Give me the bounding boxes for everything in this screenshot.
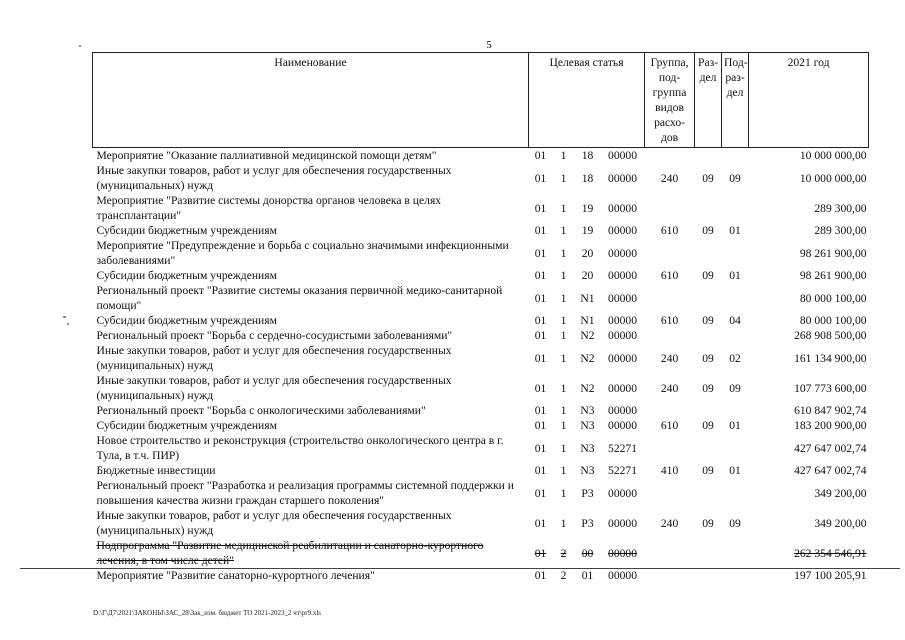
code-event: 19 xyxy=(581,201,594,215)
expense-group: 610 xyxy=(660,314,679,327)
name-cell: Региональный проект "Борьба с сердечно-сосудистыми заболеваниями" xyxy=(96,329,453,342)
section xyxy=(695,568,722,583)
subsection xyxy=(722,433,749,463)
code-subprogram: 1 xyxy=(560,329,567,342)
code-subprogram: 1 xyxy=(560,314,567,327)
name-cell: Мероприятие "Предупреждение и борьба с социально значимыми инфекционными заболеваниями" xyxy=(96,239,509,267)
amount-cell: 289 300,00 xyxy=(814,201,867,215)
section: 09 xyxy=(702,224,714,237)
name-cell: Субсидии бюджетным учреждениям xyxy=(96,314,277,327)
table-row xyxy=(93,343,869,373)
code-program: 01 xyxy=(534,201,547,215)
code-program: 01 xyxy=(534,381,547,395)
table-row xyxy=(93,508,869,538)
table-row xyxy=(93,283,869,313)
table-row xyxy=(93,148,869,164)
code-subprogram: 1 xyxy=(560,381,567,395)
expense-group xyxy=(645,148,695,164)
code-subprogram: 1 xyxy=(560,441,567,455)
subsection: 09 xyxy=(729,516,741,530)
subsection: 09 xyxy=(729,381,741,395)
code-subprogram: 1 xyxy=(560,149,567,162)
code-subprogram: 1 xyxy=(560,404,567,417)
scan-speck xyxy=(63,316,66,318)
amount-cell: 427 647 002,74 xyxy=(794,441,867,455)
name-cell: Мероприятие "Оказание паллиативной медицинской помощи детям" xyxy=(96,149,437,162)
subsection xyxy=(722,403,749,418)
code-program: 01 xyxy=(534,224,547,237)
code-subprogram: 1 xyxy=(560,269,567,282)
expense-group: 610 xyxy=(660,224,679,237)
name-cell: Подпрограмма "Развитие медицинской реабилитации и санаторно-курортного лечения, в том числе детей" xyxy=(96,539,484,567)
table-row xyxy=(93,373,869,403)
code-subprogram: 2 xyxy=(560,546,567,560)
code-direction: 00000 xyxy=(608,329,638,342)
code-event: N2 xyxy=(580,329,595,342)
code-event: N2 xyxy=(580,351,595,365)
code-event: 19 xyxy=(581,224,594,237)
table-row xyxy=(93,538,869,568)
amount-cell: 268 908 500,00 xyxy=(794,329,867,342)
name-cell: Субсидии бюджетным учреждениям xyxy=(96,224,277,237)
subsection: 01 xyxy=(729,419,741,432)
expense-group xyxy=(645,403,695,418)
code-program: 01 xyxy=(534,546,547,560)
amount-cell: 610 847 902,74 xyxy=(794,404,867,417)
code-direction: 00000 xyxy=(608,269,638,282)
code-event: N3 xyxy=(580,441,595,455)
expense-group xyxy=(645,193,695,223)
code-program: 01 xyxy=(534,246,547,260)
subsection: 01 xyxy=(729,269,741,282)
scan-speck xyxy=(67,323,69,325)
subsection: 02 xyxy=(729,351,741,365)
section: 09 xyxy=(702,464,714,477)
subsection: 04 xyxy=(729,314,741,327)
code-direction: 00000 xyxy=(608,516,638,530)
subsection xyxy=(722,193,749,223)
table-row xyxy=(93,268,869,283)
amount-cell: 98 261 900,00 xyxy=(799,246,867,260)
code-event: 18 xyxy=(581,149,594,162)
code-program: 01 xyxy=(534,441,547,455)
code-event: N1 xyxy=(580,291,595,305)
name-cell: Иные закупки товаров, работ и услуг для обеспечения государственных (муниципальных) нужд xyxy=(96,374,452,402)
amount-cell: 10 000 000,00 xyxy=(799,171,867,185)
name-cell: Иные закупки товаров, работ и услуг для обеспечения государственных (муниципальных) нужд xyxy=(96,509,452,537)
budget-table xyxy=(92,52,869,583)
code-direction: 00000 xyxy=(608,404,638,417)
section xyxy=(695,283,722,313)
header-target-article: Целевая статья xyxy=(529,53,645,148)
expense-group xyxy=(645,478,695,508)
name-cell: Региональный проект "Развитие системы оказания первичной медико-санитарной помощи" xyxy=(96,284,503,312)
subsection: 01 xyxy=(729,224,741,237)
code-direction: 00000 xyxy=(608,486,638,500)
code-subprogram: 1 xyxy=(560,224,567,237)
code-program: 01 xyxy=(534,291,547,305)
section xyxy=(695,538,722,568)
name-cell: Новое строительство и реконструкция (строительство онкологического центра в г. Тула, в т.ч. ПИР) xyxy=(96,434,504,462)
code-subprogram: 1 xyxy=(560,201,567,215)
expense-group xyxy=(645,328,695,343)
code-program: 01 xyxy=(534,486,547,500)
header-year: 2021 год xyxy=(749,53,869,148)
subsection xyxy=(722,238,749,268)
expense-group xyxy=(645,238,695,268)
code-subprogram: 1 xyxy=(560,419,567,432)
subsection xyxy=(722,478,749,508)
code-subprogram: 1 xyxy=(560,351,567,365)
code-direction: 00000 xyxy=(608,291,638,305)
name-cell: Мероприятие "Развитие санаторно-курортного лечения" xyxy=(96,569,375,582)
table-row xyxy=(93,238,869,268)
code-event: N3 xyxy=(580,419,595,432)
table-row xyxy=(93,478,869,508)
code-program: 01 xyxy=(534,171,547,185)
name-cell: Региональный проект "Разработка и реализация программы системной поддержки и повышения качества жизни граждан старшего поколения" xyxy=(96,479,514,507)
section: 09 xyxy=(702,516,714,530)
code-subprogram: 1 xyxy=(560,171,567,185)
code-event: 20 xyxy=(581,246,594,260)
name-cell: Субсидии бюджетным учреждениям xyxy=(96,269,277,282)
code-direction: 00000 xyxy=(608,419,638,432)
expense-group xyxy=(645,568,695,583)
strikethrough-line xyxy=(20,568,900,569)
subsection xyxy=(722,283,749,313)
amount-cell: 262 354 546,91 xyxy=(794,546,867,560)
subsection: 09 xyxy=(729,171,741,185)
footer-file-path: D:\Г\Д7\2021\ЗАКОНЫ\ЗАС_28\Зак_изм. бюджет ТО 2021-2023_2 чт\pr9.xls xyxy=(93,609,322,617)
table-row xyxy=(93,433,869,463)
code-event: P3 xyxy=(581,516,594,530)
expense-group: 240 xyxy=(660,351,679,365)
code-event: 20 xyxy=(581,269,594,282)
name-cell: Иные закупки товаров, работ и услуг для обеспечения государственных (муниципальных) нужд xyxy=(96,344,452,372)
code-direction: 00000 xyxy=(608,381,638,395)
code-subprogram: 1 xyxy=(560,486,567,500)
table-row xyxy=(93,313,869,328)
name-cell: Иные закупки товаров, работ и услуг для обеспечения государственных (муниципальных) нужд xyxy=(96,164,452,192)
code-subprogram: 1 xyxy=(560,464,567,477)
scan-speck xyxy=(79,45,81,47)
code-event: 18 xyxy=(581,171,594,185)
header-expense-group: Группа, под- группа видов расхо- дов xyxy=(645,53,695,148)
expense-group: 410 xyxy=(660,464,679,477)
code-subprogram: 1 xyxy=(560,246,567,260)
expense-group: 240 xyxy=(660,516,679,530)
amount-cell: 349 200,00 xyxy=(814,516,867,530)
amount-cell: 183 200 900,00 xyxy=(794,419,867,432)
expense-group: 610 xyxy=(660,419,679,432)
amount-cell: 107 773 600,00 xyxy=(794,381,867,395)
code-program: 01 xyxy=(534,351,547,365)
code-direction: 00000 xyxy=(608,569,638,582)
name-cell: Мероприятие "Развитие системы донорства органов человека в целях трансплантации" xyxy=(96,194,442,222)
code-event: N3 xyxy=(580,404,595,417)
amount-cell: 427 647 002,74 xyxy=(794,464,867,477)
table-row xyxy=(93,403,869,418)
code-program: 01 xyxy=(534,269,547,282)
subsection xyxy=(722,568,749,583)
code-event: N1 xyxy=(580,314,595,327)
code-program: 01 xyxy=(534,419,547,432)
amount-cell: 80 000 100,00 xyxy=(799,291,867,305)
code-direction: 52271 xyxy=(608,441,638,455)
amount-cell: 98 261 900,00 xyxy=(799,269,867,282)
code-direction: 00000 xyxy=(608,171,638,185)
code-event: N2 xyxy=(580,381,595,395)
code-direction: 00000 xyxy=(608,149,638,162)
code-subprogram: 1 xyxy=(560,291,567,305)
section: 09 xyxy=(702,269,714,282)
expense-group xyxy=(645,538,695,568)
section xyxy=(695,433,722,463)
name-cell: Бюджетные инвестиции xyxy=(96,464,216,477)
expense-group: 240 xyxy=(660,381,679,395)
subsection xyxy=(722,148,749,164)
section: 09 xyxy=(702,171,714,185)
code-direction: 00000 xyxy=(608,351,638,365)
amount-cell: 349 200,00 xyxy=(814,486,867,500)
code-program: 01 xyxy=(534,314,547,327)
amount-cell: 80 000 100,00 xyxy=(799,314,867,327)
subsection: 01 xyxy=(729,464,741,477)
expense-group: 240 xyxy=(660,171,679,185)
page-number: 5 xyxy=(486,39,492,51)
table-header-row xyxy=(93,53,869,148)
expense-group: 610 xyxy=(660,269,679,282)
header-section: Раз- дел xyxy=(695,53,722,148)
code-direction: 00000 xyxy=(608,224,638,237)
code-program: 01 xyxy=(534,329,547,342)
code-subprogram: 2 xyxy=(560,569,567,582)
table-row xyxy=(93,223,869,238)
section: 09 xyxy=(702,314,714,327)
name-cell: Субсидии бюджетным учреждениям xyxy=(96,419,277,432)
table-row xyxy=(93,568,869,583)
expense-group xyxy=(645,283,695,313)
table-row xyxy=(93,418,869,433)
subsection xyxy=(722,328,749,343)
section xyxy=(695,328,722,343)
code-program: 01 xyxy=(534,464,547,477)
subsection xyxy=(722,538,749,568)
header-name: Наименование xyxy=(93,53,529,148)
section: 09 xyxy=(702,419,714,432)
code-program: 01 xyxy=(534,149,547,162)
amount-cell: 10 000 000,00 xyxy=(799,149,867,162)
code-direction: 00000 xyxy=(608,201,638,215)
code-direction: 00000 xyxy=(608,314,638,327)
table-row xyxy=(93,193,869,223)
amount-cell: 197 100 205,91 xyxy=(794,569,867,582)
code-event: 01 xyxy=(581,569,594,582)
code-program: 01 xyxy=(534,569,547,582)
name-cell: Региональный проект "Борьба с онкологическими заболеваниями" xyxy=(96,404,426,417)
section xyxy=(695,478,722,508)
table-row xyxy=(93,163,869,193)
code-direction: 52271 xyxy=(608,464,638,477)
header-subsection: Под- раз- дел xyxy=(722,53,749,148)
section xyxy=(695,238,722,268)
table-row xyxy=(93,463,869,478)
section xyxy=(695,193,722,223)
code-direction: 00000 xyxy=(608,546,638,560)
section xyxy=(695,148,722,164)
section: 09 xyxy=(702,381,714,395)
table-row xyxy=(93,328,869,343)
table-body xyxy=(93,148,869,584)
code-event: N3 xyxy=(580,464,595,477)
expense-group xyxy=(645,433,695,463)
section: 09 xyxy=(702,351,714,365)
section xyxy=(695,403,722,418)
code-event: P3 xyxy=(581,486,594,500)
amount-cell: 289 300,00 xyxy=(814,224,867,237)
amount-cell: 161 134 900,00 xyxy=(794,351,867,365)
code-event: 00 xyxy=(581,546,594,560)
code-program: 01 xyxy=(534,404,547,417)
code-direction: 00000 xyxy=(608,246,638,260)
code-program: 01 xyxy=(534,516,547,530)
code-subprogram: 1 xyxy=(560,516,567,530)
